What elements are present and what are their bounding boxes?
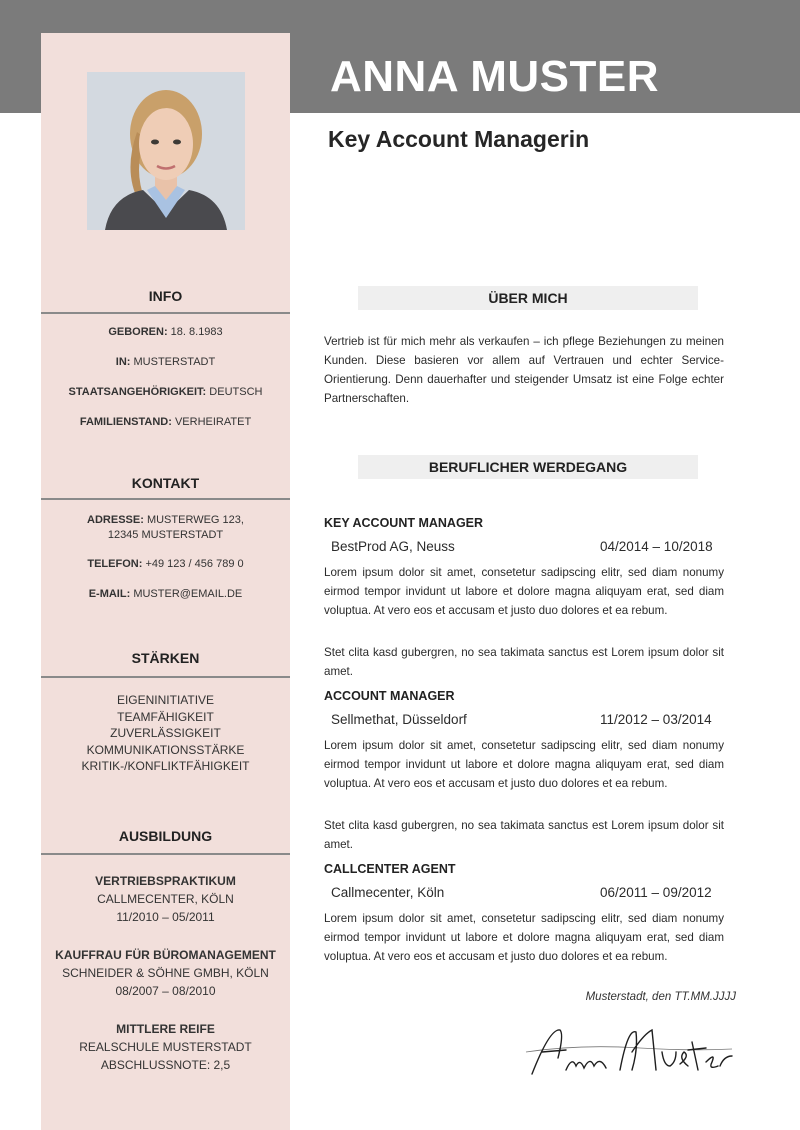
sidebar xyxy=(41,33,290,1130)
strength-item: KOMMUNIKATIONSSTÄRKE xyxy=(86,742,245,757)
info-place: IN: MUSTERSTADT xyxy=(115,356,216,368)
about-heading: ÜBER MICH xyxy=(358,286,698,310)
about-text: Vertrieb ist für mich mehr als verkaufen – ich pflege Beziehungen zu meinen Kunden. Diese basieren vor allem auf Vertrauen und echter Service-Orientierung. Denn dauerhafter und steigender Umsatz ist eine Folge echter Partnerschaften. xyxy=(324,335,724,405)
strength-item: EIGENINITIATIVE xyxy=(116,693,215,707)
info-nationality: STAATSANGEHÖRIGKEIT: DEUTSCH xyxy=(68,386,263,398)
job-entry-description: Lorem ipsum dolor sit amet, consetetur sadipscing elitr, sed diam nonumy eirmod tempor invidunt ut labore et dolore magna aliquyam erat, sed diam voluptua. At vero eos et accusam et justo duo dolores et ea rebum. xyxy=(324,739,724,790)
job-entry-title: KEY ACCOUNT MANAGER xyxy=(324,516,484,530)
education-item: VERTRIEBSPRAKTIKUM CALLMECENTER, KÖLN 11/2010 – 05/2011 xyxy=(95,874,236,924)
job-entry-dates: 04/2014 – 10/2018 xyxy=(600,539,713,554)
job-title: Key Account Managerin xyxy=(328,126,590,152)
education-heading: AUSBILDUNG xyxy=(118,828,213,844)
job-entry-title: CALLCENTER AGENT xyxy=(324,862,456,876)
candidate-name: ANNA MUSTER xyxy=(330,52,659,101)
strengths-divider xyxy=(41,676,290,678)
strength-item: TEAMFÄHIGKEIT xyxy=(117,709,214,724)
job-entry-note: Stet clita kasd gubergren, no sea takimata sanctus est Lorem ipsum dolor sit amet. xyxy=(324,646,724,678)
info-marital: FAMILIENSTAND: VERHEIRATET xyxy=(79,416,252,428)
contact-heading: KONTAKT xyxy=(131,475,200,491)
job-entry-description: Lorem ipsum dolor sit amet, consetetur sadipscing elitr, sed diam nonumy eirmod tempor invidunt ut labore et dolore magna aliquyam erat, sed diam voluptua. At vero eos et accusam et justo duo dolores et ea rebum. xyxy=(324,912,724,963)
strengths-list xyxy=(41,692,290,775)
signature xyxy=(520,1022,736,1084)
job-entry-company: BestProd AG, Neuss xyxy=(331,539,455,554)
info-heading: INFO xyxy=(148,288,183,304)
job-entry-description: Lorem ipsum dolor sit amet, consetetur sadipscing elitr, sed diam nonumy eirmod tempor invidunt ut labore et dolore magna aliquyam erat, sed diam voluptua. At vero eos et accusam et justo duo dolores et ea rebum. xyxy=(324,566,724,617)
contact-divider xyxy=(41,498,290,500)
education-item: KAUFFRAU FÜR BÜROMANAGEMENT SCHNEIDER & SÖHNE GMBH, KÖLN 08/2007 – 08/2010 xyxy=(55,948,276,998)
info-born: GEBOREN: 18. 8.1983 xyxy=(108,326,223,338)
contact-phone: TELEFON: +49 123 / 456 789 0 xyxy=(87,558,244,570)
job-entry-company: Callmecenter, Köln xyxy=(331,885,445,900)
strength-item: ZUVERLÄSSIGKEIT xyxy=(110,726,221,740)
job-entry-company: Sellmethat, Düsseldorf xyxy=(331,712,467,727)
education-divider xyxy=(41,853,290,855)
contact-email[interactable]: E-MAIL: MUSTER@EMAIL.DE xyxy=(88,588,243,600)
career-heading: BERUFLICHER WERDEGANG xyxy=(358,455,698,479)
job-entry-dates: 06/2011 – 09/2012 xyxy=(600,885,712,900)
strengths-heading: STÄRKEN xyxy=(131,650,200,666)
strength-item: KRITIK-/KONFLIKTFÄHIGKEIT xyxy=(81,759,250,773)
info-divider xyxy=(41,312,290,314)
job-entry-dates: 11/2012 – 03/2014 xyxy=(600,712,712,727)
job-entry-note: Stet clita kasd gubergren, no sea takimata sanctus est Lorem ipsum dolor sit amet. xyxy=(324,819,724,851)
education-item: MITTLERE REIFE REALSCHULE MUSTERSTADT ABSCHLUSSNOTE: 2,5 xyxy=(79,1022,252,1072)
job-entry-title: ACCOUNT MANAGER xyxy=(324,689,455,703)
profile-photo xyxy=(87,72,245,230)
place-date: Musterstadt, den TT.MM.JJJJ xyxy=(585,991,736,1003)
contact-address: ADRESSE: MUSTERWEG 123, 12345 MUSTERSTADT xyxy=(87,514,244,541)
